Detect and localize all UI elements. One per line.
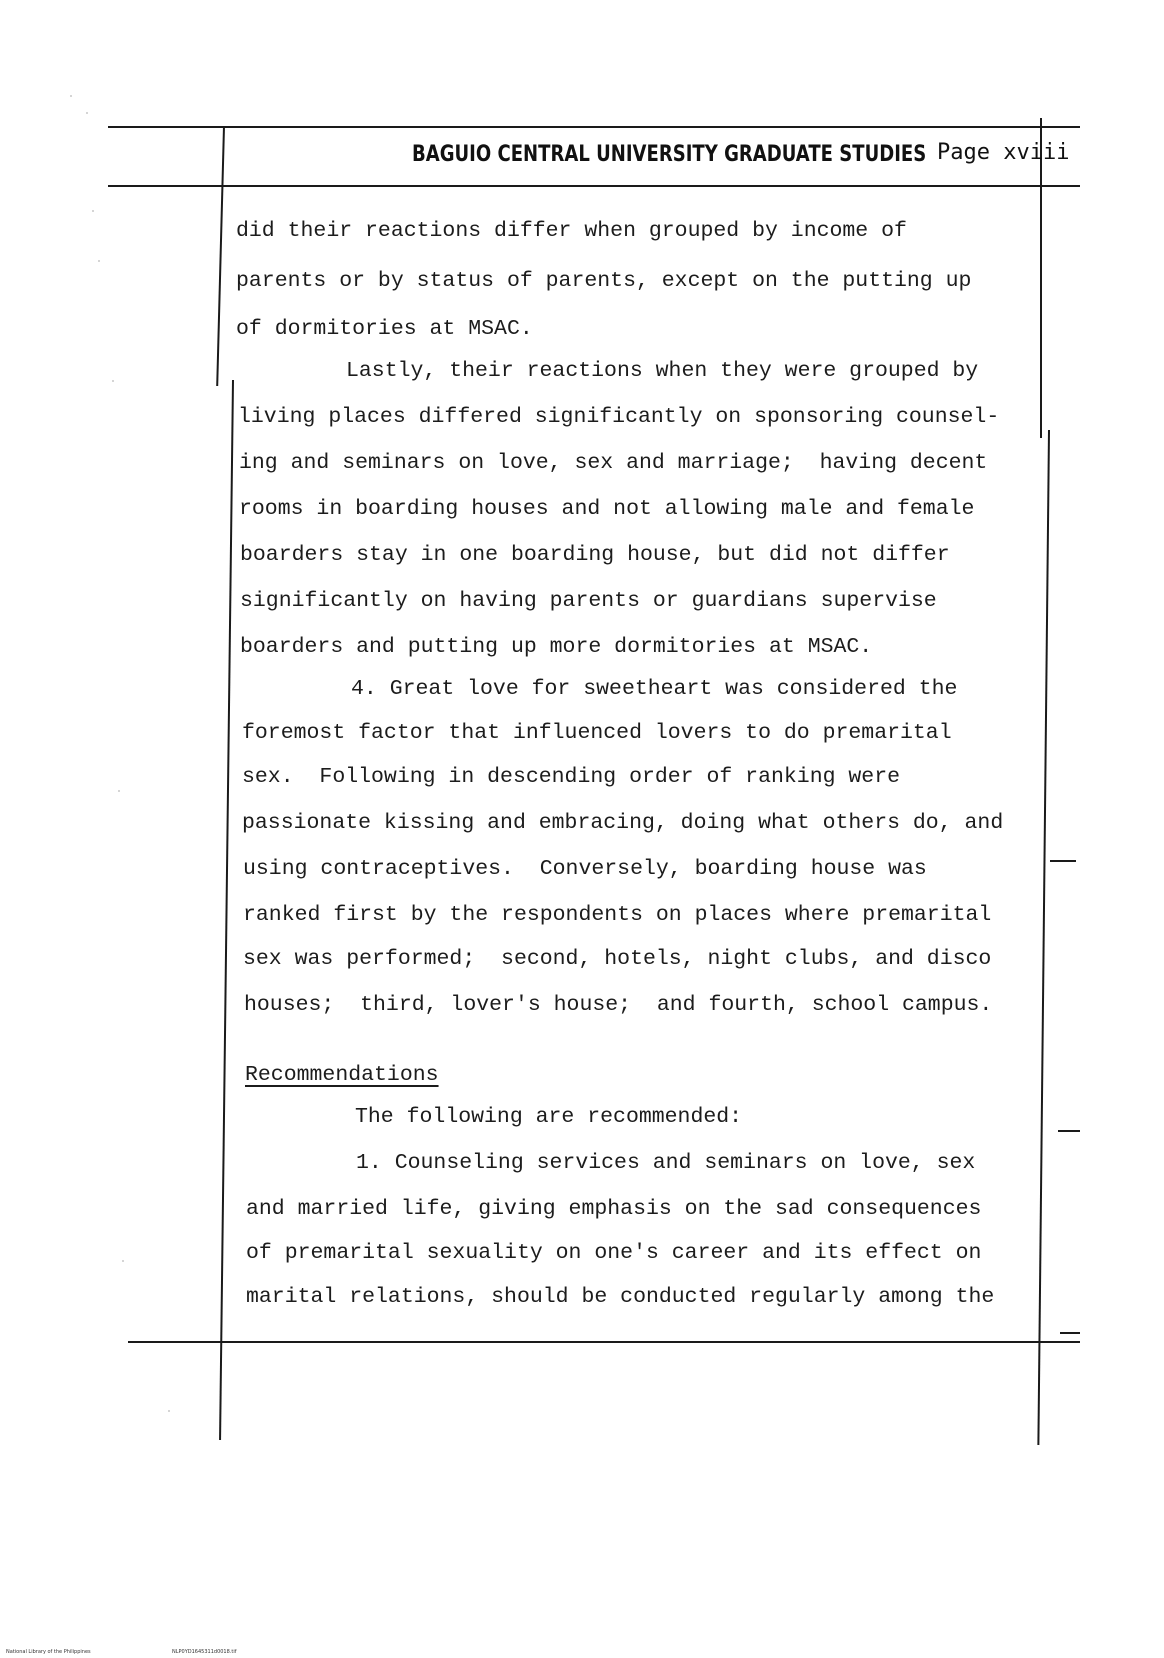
body-line: foremost factor that influenced lovers to do premarital	[242, 721, 952, 745]
body-line: significantly on having parents or guardians supervise	[240, 589, 937, 613]
scan-speck	[112, 380, 114, 382]
scan-speck	[122, 1260, 124, 1262]
body-line: sex was performed; second, hotels, night clubs, and disco	[243, 947, 992, 971]
recommendations-intro: The following are recommended:	[355, 1105, 743, 1129]
footer-file-id: NLP0YD1645311d0018.tif	[172, 1649, 237, 1655]
body-line: of dormitories at MSAC.	[236, 317, 533, 341]
left-margin-rule	[216, 126, 225, 386]
body-line: sex. Following in descending order of ranking were	[242, 765, 901, 789]
bottom-rule	[128, 1341, 1080, 1343]
recommendation-line: marital relations, should be conducted regularly among the	[246, 1285, 995, 1309]
right-margin-rule	[1040, 118, 1042, 438]
body-line: boarders and putting up more dormitories at MSAC.	[240, 635, 873, 659]
body-line: using contraceptives. Conversely, boarding house was	[243, 857, 927, 881]
body-line: boarders stay in one boarding house, but did not differ	[240, 543, 950, 567]
body-line: did their reactions differ when grouped by income of	[236, 219, 907, 243]
recommendations-heading: Recommendations	[245, 1063, 439, 1087]
body-line: rooms in boarding houses and not allowing male and female	[239, 497, 975, 521]
footer-library-note: National Library of the Philippines	[6, 1649, 91, 1655]
header-bottom-rule	[108, 185, 1080, 187]
body-line: living places differed significantly on sponsoring counsel-	[238, 405, 1000, 429]
scan-speck	[70, 95, 72, 97]
body-line: ranked first by the respondents on places where premarital	[243, 903, 992, 927]
scan-speck	[118, 790, 120, 792]
top-rule	[108, 126, 1080, 128]
body-line: ing and seminars on love, sex and marriage; having decent	[239, 451, 988, 475]
scan-speck	[86, 112, 88, 114]
body-line: Lastly, their reactions when they were grouped by	[346, 359, 979, 383]
body-line: 4. Great love for sweetheart was considered the	[351, 677, 958, 701]
recommendation-line: of premarital sexuality on one's career and its effect on	[246, 1241, 982, 1265]
scan-speck	[168, 1410, 170, 1412]
left-margin-rule-lower	[219, 380, 234, 1440]
right-margin-rule-lower	[1037, 430, 1050, 1445]
right-margin-tick	[1050, 860, 1076, 862]
scan-speck	[98, 260, 100, 262]
scan-speck	[92, 210, 94, 212]
page-header-title: BAGUIO CENTRAL UNIVERSITY GRADUATE STUDIES	[412, 142, 927, 167]
recommendation-line: 1. Counseling services and seminars on love, sex	[356, 1151, 976, 1175]
recommendation-line: and married life, giving emphasis on the sad consequences	[246, 1197, 982, 1221]
right-margin-tick	[1058, 1130, 1080, 1132]
page-number: Page xviii	[937, 140, 1070, 165]
right-margin-tick	[1060, 1332, 1080, 1334]
body-line: houses; third, lover's house; and fourth, school campus.	[244, 993, 993, 1017]
body-line: passionate kissing and embracing, doing what others do, and	[242, 811, 1004, 835]
body-line: parents or by status of parents, except on the putting up	[236, 269, 972, 293]
